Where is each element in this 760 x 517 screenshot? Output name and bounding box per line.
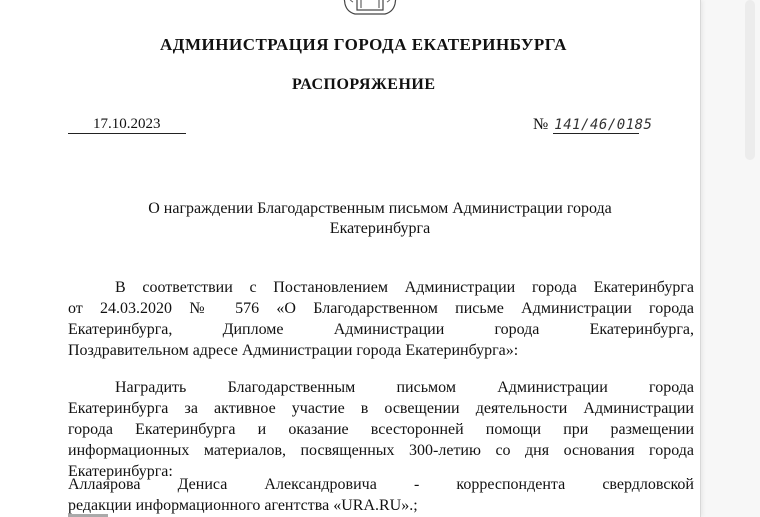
- award-line: Екатеринбурга за активное участие в освещении деятельности Администрации: [68, 400, 694, 417]
- award-line: Екатеринбурга:: [68, 463, 173, 480]
- date-underline: [68, 133, 186, 134]
- preamble-line: В соответствии с Постановлением Администрации города Екатеринбурга: [115, 279, 694, 296]
- document-subject: [100, 199, 660, 239]
- preamble-line: Екатеринбурга, Дипломе Администрации города Екатеринбурга,: [68, 321, 694, 338]
- award-line: информационных материалов, посвященных 300-летию со дня основания города: [68, 442, 694, 459]
- award-line: Наградить Благодарственным письмом Администрации города: [115, 379, 694, 396]
- document-number: [533, 116, 652, 134]
- award-line: города Екатеринбурга и оказание всесторонней помощи при размещении: [68, 421, 694, 438]
- preamble-paragraph: [68, 277, 694, 361]
- number-handwritten: 141/46/0185: [554, 117, 653, 133]
- document-date: 17.10.2023: [93, 116, 161, 132]
- subject-line-2: Екатеринбурга: [329, 220, 431, 237]
- awardee-line: редакции информационного агентства «URA.RU».;: [68, 497, 418, 514]
- number-underline: [553, 133, 639, 134]
- number-sign: №: [533, 116, 549, 133]
- awardee-line: Аллаярова Дениса Александровича - корреспондента свердловской: [68, 476, 694, 493]
- agency-title: АДМИНИСТРАЦИЯ ГОРОДА ЕКАТЕРИНБУРГА: [160, 35, 567, 54]
- scrollbar-thumb[interactable]: [745, 0, 755, 160]
- preamble-line: от 24.03.2020 № 576 «О Благодарственном письме Администрации города: [68, 300, 694, 317]
- preamble-line: Поздравительном адресе Администрации города Екатеринбурга»:: [68, 342, 519, 359]
- subject-line-1: О награждении Благодарственным письмом Администрации города: [148, 200, 612, 217]
- award-paragraph: [68, 377, 694, 482]
- document-type: РАСПОРЯЖЕНИЕ: [292, 76, 436, 93]
- city-emblem-icon: [335, 0, 405, 18]
- awardee-entry: [68, 474, 694, 516]
